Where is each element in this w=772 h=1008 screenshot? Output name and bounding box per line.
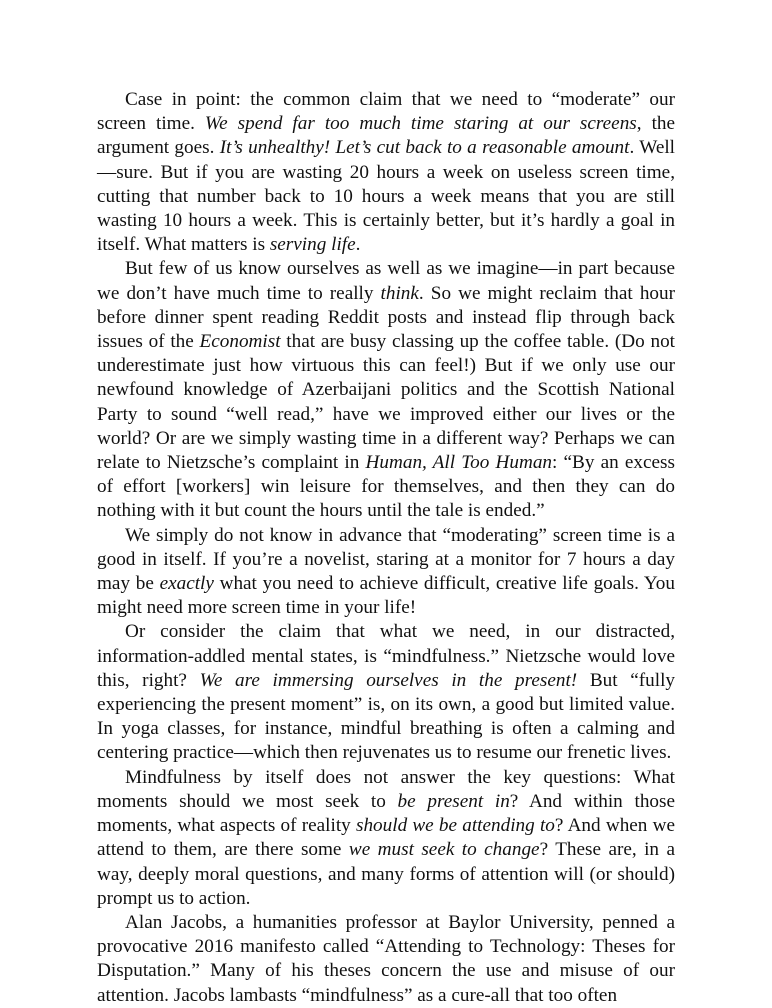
paragraph-3 [97,524,675,621]
text-run: Or consider the claim that what we need, in our distracted, information-addled mental states, is “mindfulness.” Nietzsche would love this, right? [97,621,675,691]
text-run: ? And within those moments, what aspects of reality [97,790,675,837]
paragraph-6 [97,911,675,1008]
paragraph-2 [97,257,675,523]
text-run: Case in point: the common claim that we need to “moderate” our screen time. [97,89,675,135]
italic-text-run: Human, All Too Human [365,452,553,474]
italic-text-run: be present in [397,790,510,812]
text-run: what you need to achieve difficult, creative life goals. You might need more screen time in your life! [97,573,675,619]
text-run: But few of us know ourselves as well as we imagine—in part because we don’t have much time to really [97,258,675,304]
italic-text-run: think [380,282,419,304]
text-run: Alan Jacobs, a humanities professor at Baylor University, penned a provocative 2016 manifesto called “Attending to Technology: Theses for Disputation.” Many of his theses concern the use and misuse of our attention. Jacobs lambasts “mindfulness” as a cure-all that too often [97,911,675,1006]
italic-text-run: It’s unhealthy! Let’s cut back to a reasonable amount [219,137,630,159]
text-run: But “fully experiencing the present moment” is, on its own, a good but limited value. In yoga classes, for instance, mindful breathing is often a calming and centering practice—which then rejuvenates us to resume our frenetic lives. [97,669,675,764]
italic-text-run: should we be attending to [355,815,555,837]
paragraph-1 [97,88,675,257]
italic-text-run: exactly [159,573,214,595]
text-run: that are busy classing up the coffee table. (Do not underestimate just how virtuous this can feel!) But if we only use our newfound knowledge of Azerbaijani politics and the Scottish National Party to sound “well read,” have we improved either our lives or the world? Or are we simply wasting time in a different way? Perhaps we can relate to Nietzsche’s complaint in [97,331,675,474]
italic-text-run: Economist [199,331,281,353]
text-run: ? These are, in a way, deeply moral questions, and many forms of attention will (or should) prompt us to action. [97,839,675,909]
italic-text-run: serving life [269,234,356,256]
text-run: . Well—sure. But if you are wasting 20 hours a week on useless screen time, cutting that number back to 10 hours a week means that you are still wasting 10 hours a week. This is certainly better, but it’s hardly a goal in itself. What matters is [97,137,676,256]
text-run: Mindfulness by itself does not answer the key questions: What moments should we most seek to [97,766,675,812]
paragraph-4 [97,620,675,765]
paragraph-5 [97,766,675,911]
text-run: . [355,234,361,256]
document-page [97,88,675,1008]
text-run: ? And when we attend to them, are there some [97,815,676,861]
italic-text-run: we must seek to change [348,839,540,861]
text-run: : “By an excess of effort [workers] win leisure for themselves, and then they can do nothing with it but count the hours until the tale is ended.” [97,452,675,522]
italic-text-run: We are immersing ourselves in the present! [199,669,578,691]
text-run: . So we might reclaim that hour before dinner spent reading Reddit posts and instead flip through back issues of the [97,282,675,353]
text-run: We simply do not know in advance that “moderating” screen time is a good in itself. If you’re a novelist, staring at a monitor for 7 hours a day may be [97,524,675,595]
italic-text-run: We spend far too much time staring at our screens [204,113,637,135]
text-run: , the argument goes. [97,113,676,159]
